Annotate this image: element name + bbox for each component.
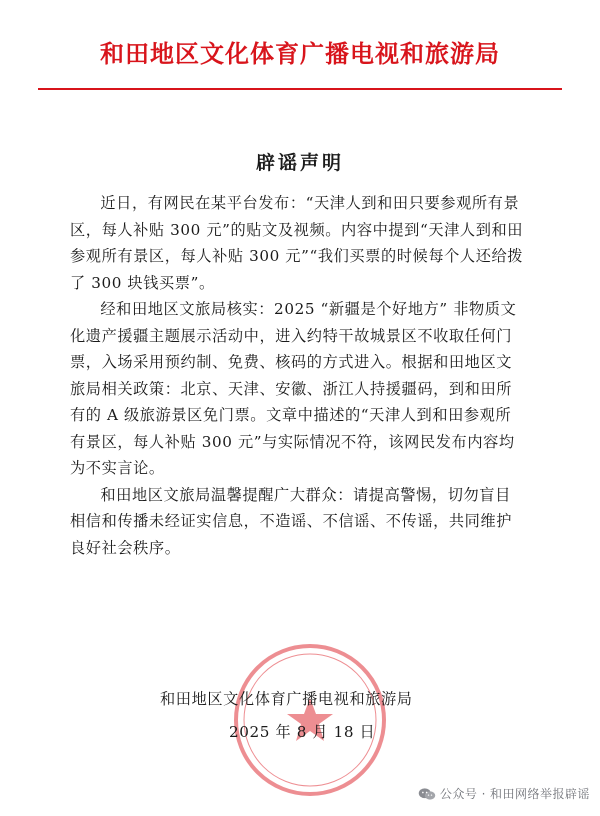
- signature-date: 2025 年 8 月 18 日: [229, 723, 376, 741]
- watermark-account: 和田网络举报辟谣: [489, 787, 590, 801]
- document-body: [70, 190, 526, 561]
- paragraph-2: 经和田地区文旅局核实：2025 “新疆是个好地方” 非物质文化遗产援疆主题展示活动中，进入约特干故城景区不收取任何门票，入场采用预约制、免费、核码的方式进入。根据和田地区文旅局相关政策：北京、天津、安徽、浙江人持援疆码，到和田所有的 A 级旅游景区免门票。文章中描述的“天津人到和田参观所有景区，每人补贴 300 元”与实际情况不符，该网民发布内容均为不实言论。: [70, 300, 517, 477]
- document-title: 辟谣声明: [255, 152, 344, 174]
- wechat-icon: [418, 787, 436, 801]
- paragraph-1: 近日，有网民在某平台发布：“天津人到和田只要参观所有景区，每人补贴 300 元”的贴文及视频。内容中提到“天津人到和田参观所有景区，每人补贴 300 元”“我们买票的时候每个人还给拨了 300 块钱买票”。: [70, 194, 524, 292]
- footer-watermark: [418, 785, 590, 802]
- signature-organization: 和田地区文化体育广播电视和旅游局: [160, 690, 413, 708]
- official-seal-icon: [230, 640, 390, 800]
- agency-header-title: 和田地区文化体育广播电视和旅游局: [100, 40, 500, 68]
- paragraph-3: 和田地区文旅局温馨提醒广大群众：请提高警惕，切勿盲目相信和传播未经证实信息，不造谣、不信谣、不传谣，共同维护良好社会秩序。: [70, 485, 513, 557]
- watermark-prefix: 公众号 ·: [439, 787, 486, 801]
- header-divider: [38, 88, 562, 90]
